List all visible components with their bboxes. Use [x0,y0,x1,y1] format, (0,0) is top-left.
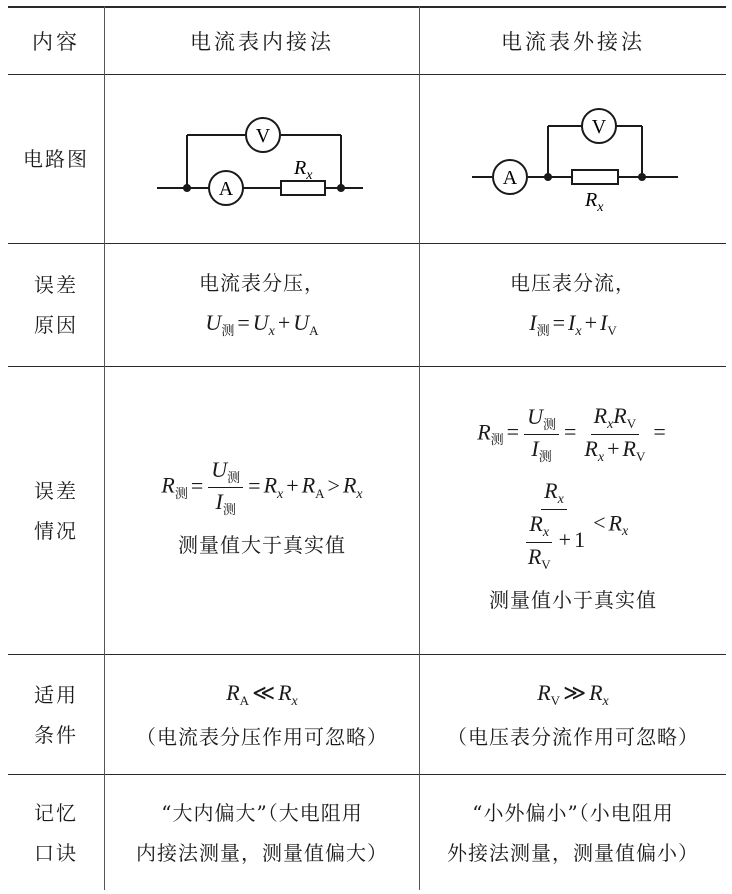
inner-condition-formula: $R_A$ ≪ $R_x$ [226,679,298,709]
label-line: 适用 [34,682,78,707]
label-line: 原因 [34,313,78,337]
label-error-cause [8,244,104,366]
label-error-situation [8,367,104,654]
junction-dot [544,173,552,181]
voltmeter-label: V [255,125,271,147]
outer-circuit-diagram [420,75,726,243]
outer-mnemonic-cell [420,775,726,890]
inner-cause-text: 电流表分压， [199,271,325,295]
inner-condition-cell [105,655,419,774]
outer-situation-text: 测量值小于真实值 [489,587,657,612]
outer-situation-formula-line2: $R_x$ $\frac{R_x}{R_V}$ + 1 < $R_x$ [518,477,628,574]
resistor-label: $R_x$ [294,157,313,183]
voltmeter-label: V [591,116,607,138]
label-line: 误差 [34,478,78,503]
label-line: 记忆 [34,800,78,825]
label-mnemonic [8,775,104,890]
ammeter-label: A [502,167,518,189]
junction-dot [638,173,646,181]
resistor-label: $R_x$ [585,189,604,215]
outer-condition-note: （电压表分流作用可忽略） [447,724,699,749]
outer-cause-text: 电压表分流， [510,271,636,295]
outer-mnemonic-line: “小外偏小”（小电阻用 [472,800,674,825]
fraction: $\frac{R_xR_V}{R_x + R_V}$ [584,402,646,465]
inner-condition-note: （电流表分压作用可忽略） [136,724,388,749]
inner-circuit-diagram [105,75,419,243]
outer-mnemonic-line: 外接法测量，测量值偏小） [447,840,699,865]
outer-condition-formula: $R_V$ ≫ $R_x$ [537,679,609,709]
label-circuit: 电路图 [23,147,89,171]
junction-dot [183,184,191,192]
resistor-symbol [281,181,325,195]
fraction: $\frac{U_测}{I_测}$ [208,456,243,519]
junction-dot [337,184,345,192]
header-content: 内容 [32,30,80,54]
outer-circuit-cell [420,75,726,243]
label-applicable-condition [8,655,104,774]
inner-mnemonic-cell [105,775,419,890]
outer-situation-cell [420,367,726,654]
inner-cause-cell [105,244,419,366]
inner-mnemonic-line: “大内偏大”（大电阻用 [161,800,363,825]
label-line: 条件 [34,722,78,747]
inner-situation-formula: $R_测$ = $\frac{U_测}{I_测}$ = $R_x + R_A > R_x$ [161,457,363,517]
ammeter-label: A [218,178,234,200]
outer-cause-formula: $I_测 = I_x + I_V$ [529,310,617,339]
inner-mnemonic-line: 内接法测量，测量值偏大） [136,840,388,865]
outer-condition-cell [420,655,726,774]
fraction: $R_x$ $\frac{R_x}{R_V}$ + 1 [520,477,588,574]
fraction: $\frac{U_测}{I_测}$ [524,403,559,466]
header-inner-connection: 电流表内接法 [190,30,334,54]
label-line: 口诀 [34,840,78,865]
fraction: $\frac{R_x}{R_V}$ [527,510,551,572]
outer-situation-formula-line1: $R_测$ = $\frac{U_测}{I_测}$ = $\frac{R_xR_V}{R_x + R_V}$ = [477,402,666,465]
inner-situation-cell [105,367,419,654]
outer-cause-cell [420,244,726,366]
header-outer-connection: 电流表外接法 [501,30,645,54]
resistor-symbol [572,170,618,184]
inner-situation-text: 测量值大于真实值 [178,533,346,557]
label-line: 误差 [34,273,78,297]
inner-cause-formula: $U_测 = U_x + U_A$ [205,310,319,339]
comparison-table [8,6,726,890]
label-line: 情况 [34,518,78,543]
inner-circuit-cell [105,75,419,243]
